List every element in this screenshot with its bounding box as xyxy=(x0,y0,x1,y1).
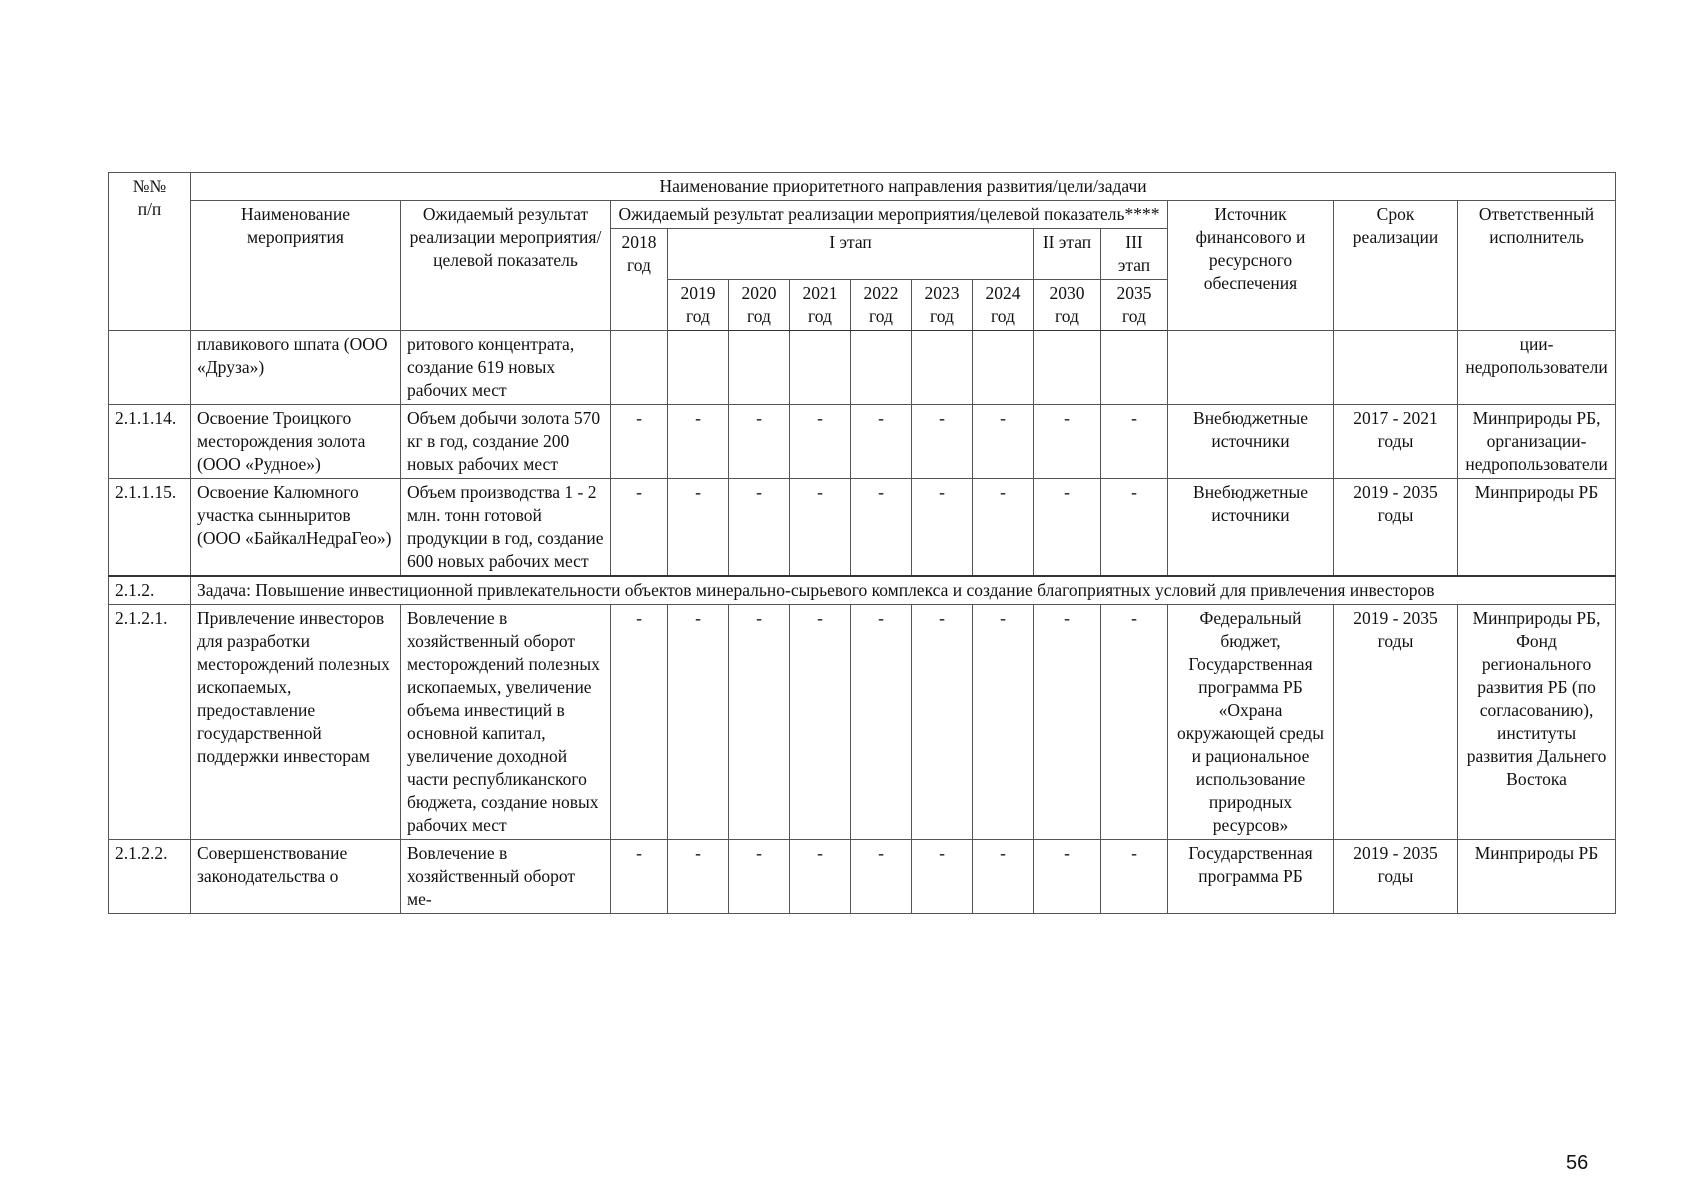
row-value: - xyxy=(912,405,973,479)
row-value: - xyxy=(729,405,790,479)
row-term xyxy=(1334,331,1458,405)
row-value: - xyxy=(1034,605,1101,840)
row-value: - xyxy=(973,479,1034,577)
row-num: 2.1.2.1. xyxy=(109,605,191,840)
row-value xyxy=(668,331,729,405)
row-value: - xyxy=(611,605,668,840)
table-row xyxy=(109,331,1616,405)
row-value: - xyxy=(729,840,790,914)
row-event-name: плавикового шпата (ООО «Друза») xyxy=(191,331,401,405)
table-row xyxy=(109,605,1616,840)
header-term: Срок реализации xyxy=(1334,201,1458,331)
header-num: №№ п/п xyxy=(109,173,191,331)
row-value: - xyxy=(729,605,790,840)
header-direction: Наименование приоритетного направления развития/цели/задачи xyxy=(191,173,1616,201)
header-year: 2022 год xyxy=(851,280,912,331)
row-value xyxy=(973,331,1034,405)
header-expected-result: Ожидаемый результат реализации мероприятия/целевой показатель xyxy=(401,201,611,331)
row-value: - xyxy=(790,840,851,914)
row-responsible: Минприроды РБ, организации-недропользователи xyxy=(1458,405,1616,479)
row-value: - xyxy=(851,840,912,914)
row-value: - xyxy=(1101,405,1168,479)
row-num: 2.1.1.15. xyxy=(109,479,191,577)
row-result: Объем производства 1 - 2 млн. тонн готовой продукции в год, создание 600 новых рабочих мест xyxy=(401,479,611,577)
row-num: 2.1.2.2. xyxy=(109,840,191,914)
row-value xyxy=(912,331,973,405)
row-value xyxy=(1101,331,1168,405)
row-source: Федеральный бюджет, Государственная программа РБ «Охрана окружающей среды и рациональное использование природных ресурсов» xyxy=(1168,605,1334,840)
row-result: Объем добычи золота 570 кг в год, создание 200 новых рабочих мест xyxy=(401,405,611,479)
row-value: - xyxy=(790,479,851,577)
row-value: - xyxy=(1101,605,1168,840)
row-term: 2019 - 2035 годы xyxy=(1334,605,1458,840)
row-event-name: Освоение Калюмного участка сынныритов (ООО «БайкалНедраГео») xyxy=(191,479,401,577)
header-stage-2: II этап xyxy=(1034,229,1101,280)
row-value xyxy=(851,331,912,405)
row-value: - xyxy=(1034,405,1101,479)
header-year: 2024 год xyxy=(973,280,1034,331)
header-year: 2035 год xyxy=(1101,280,1168,331)
row-value: - xyxy=(611,840,668,914)
row-value: - xyxy=(1101,840,1168,914)
row-value: - xyxy=(611,405,668,479)
header-stage-3: III этап xyxy=(1101,229,1168,280)
header-year-2018: 2018 год xyxy=(611,229,668,331)
header-expected-indicator: Ожидаемый результат реализации мероприятия/целевой показатель**** xyxy=(611,201,1168,229)
table-row xyxy=(109,840,1616,914)
table-row xyxy=(109,405,1616,479)
row-source: Государственная программа РБ xyxy=(1168,840,1334,914)
row-source xyxy=(1168,331,1334,405)
row-responsible: Минприроды РБ xyxy=(1458,479,1616,577)
row-value: - xyxy=(912,605,973,840)
table-row xyxy=(109,479,1616,577)
row-value: - xyxy=(851,405,912,479)
row-value: - xyxy=(729,479,790,577)
row-term: 2017 - 2021 годы xyxy=(1334,405,1458,479)
row-source: Внебюджетные источники xyxy=(1168,405,1334,479)
page-number: 56 xyxy=(1566,1152,1589,1174)
row-value xyxy=(611,331,668,405)
row-event-name: Совершенствование законодательства о xyxy=(191,840,401,914)
header-responsible: Ответственный исполнитель xyxy=(1458,201,1616,331)
row-term: 2019 - 2035 годы xyxy=(1334,479,1458,577)
row-value: - xyxy=(1101,479,1168,577)
header-year: 2020 год xyxy=(729,280,790,331)
row-value: - xyxy=(851,479,912,577)
row-value: - xyxy=(1034,479,1101,577)
row-responsible: Минприроды РБ xyxy=(1458,840,1616,914)
row-value: - xyxy=(973,605,1034,840)
row-term: 2019 - 2035 годы xyxy=(1334,840,1458,914)
row-value: - xyxy=(851,605,912,840)
row-source: Внебюджетные источники xyxy=(1168,479,1334,577)
header-year: 2023 год xyxy=(912,280,973,331)
row-responsible: Минприроды РБ, Фонд регионального развития РБ (по согласованию), институты развития Дальнего Востока xyxy=(1458,605,1616,840)
task-num: 2.1.2. xyxy=(109,576,191,605)
row-value: - xyxy=(973,405,1034,479)
row-value: - xyxy=(790,405,851,479)
row-value: - xyxy=(668,840,729,914)
row-value xyxy=(729,331,790,405)
header-stage-1: I этап xyxy=(668,229,1034,280)
row-value: - xyxy=(912,840,973,914)
row-event-name: Привлечение инвесторов для разработки месторождений полезных ископаемых, предоставление государственной поддержки инвесторам xyxy=(191,605,401,840)
row-value: - xyxy=(973,840,1034,914)
row-value xyxy=(1034,331,1101,405)
row-value: - xyxy=(668,479,729,577)
header-source: Источник финансового и ресурсного обеспечения xyxy=(1168,201,1334,331)
task-text: Задача: Повышение инвестиционной привлекательности объектов минерально-сырьевого комплекса и создание благоприятных условий для привлечения инвесторов xyxy=(191,576,1616,605)
row-num xyxy=(109,331,191,405)
header-year: 2030 год xyxy=(1034,280,1101,331)
header-year: 2021 год xyxy=(790,280,851,331)
row-responsible: ции-недропользователи xyxy=(1458,331,1616,405)
header-year: 2019 год xyxy=(668,280,729,331)
row-result: Вовлечение в хозяйственный оборот ме- xyxy=(401,840,611,914)
row-result: ритового концентрата, создание 619 новых рабочих мест xyxy=(401,331,611,405)
row-value: - xyxy=(912,479,973,577)
program-table xyxy=(108,172,1616,914)
header-event-name: Наименование мероприятия xyxy=(191,201,401,331)
row-value: - xyxy=(790,605,851,840)
row-value xyxy=(790,331,851,405)
row-value: - xyxy=(668,405,729,479)
row-value: - xyxy=(611,479,668,577)
task-row xyxy=(109,576,1616,605)
row-value: - xyxy=(668,605,729,840)
row-event-name: Освоение Троицкого месторождения золота (ООО «Рудное») xyxy=(191,405,401,479)
row-value: - xyxy=(1034,840,1101,914)
row-num: 2.1.1.14. xyxy=(109,405,191,479)
row-result: Вовлечение в хозяйственный оборот месторождений полезных ископаемых, увеличение объема инвестиций в основной капитал, увеличение доходной части республиканского бюджета, создание новых рабочих мест xyxy=(401,605,611,840)
